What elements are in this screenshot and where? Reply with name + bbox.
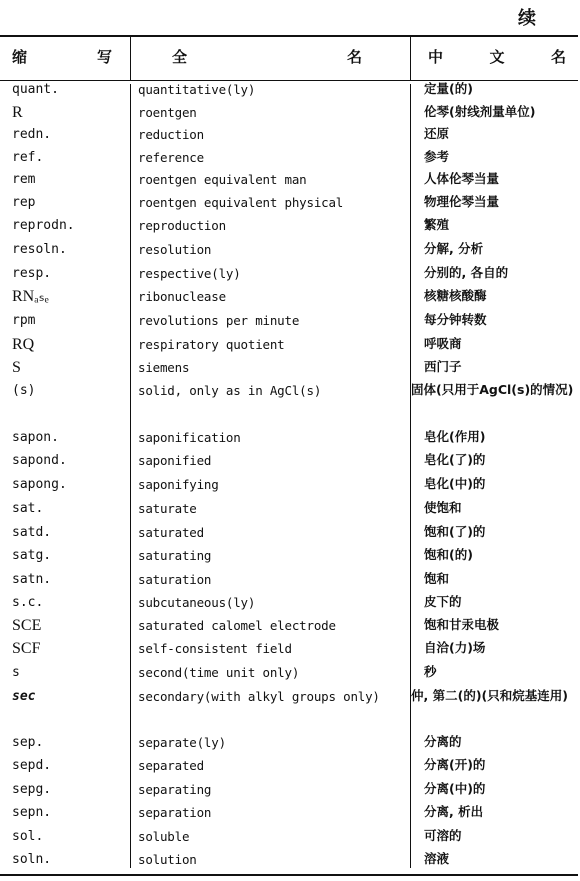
abbreviation-cell: sep. xyxy=(12,735,44,750)
chinese-name-cell: 溶液 xyxy=(424,851,450,866)
header-divider-2 xyxy=(410,35,411,80)
abbreviation-cell: RNₐₛₑ xyxy=(12,288,49,305)
full-name-cell: revolutions per minute xyxy=(138,313,300,328)
full-name-cell: self-consistent field xyxy=(138,641,292,656)
table-row xyxy=(0,356,580,379)
chinese-name-cell: 饱和(了)的 xyxy=(424,524,486,539)
abbreviation-cell: resoln. xyxy=(12,242,67,257)
chinese-name-cell: 还原 xyxy=(424,126,450,141)
table-row xyxy=(0,521,580,544)
header-cn-char-1: 中 xyxy=(428,48,444,66)
abbreviation-cell: satn. xyxy=(12,572,52,587)
abbreviation-cell: s xyxy=(12,665,20,680)
abbreviation-cell: rep xyxy=(12,195,36,210)
table-row xyxy=(0,848,580,871)
full-name-cell: soluble xyxy=(138,829,190,844)
chinese-name-cell: 分解, 分析 xyxy=(424,241,484,256)
full-name-cell: saturate xyxy=(138,501,197,516)
full-name-cell: reproduction xyxy=(138,218,226,233)
table-row xyxy=(0,568,580,591)
chinese-name-cell: 参考 xyxy=(424,149,450,164)
abbreviation-cell: s.c. xyxy=(12,595,44,610)
abbreviation-cell: satd. xyxy=(12,525,52,540)
full-name-cell: quantitative(ly) xyxy=(138,82,256,97)
full-name-cell: respiratory quotient xyxy=(138,337,285,352)
chinese-name-cell: 西门子 xyxy=(424,359,462,374)
table-row xyxy=(0,191,580,214)
full-name-cell: subcutaneous(ly) xyxy=(138,595,256,610)
full-name-cell: saponifying xyxy=(138,477,219,492)
table-row xyxy=(0,426,580,449)
abbreviation-cell: rem xyxy=(12,172,36,187)
table-row xyxy=(0,637,580,660)
chinese-name-cell: 分别的, 各自的 xyxy=(424,265,509,280)
abbreviation-cell: sapond. xyxy=(12,453,67,468)
chinese-name-cell: 皂化(中)的 xyxy=(424,476,486,491)
table-row xyxy=(0,285,580,308)
full-name-cell: solution xyxy=(138,852,197,867)
chinese-name-cell: 秒 xyxy=(424,664,437,679)
full-name-cell: separating xyxy=(138,782,212,797)
full-name-cell: saturated calomel electrode xyxy=(138,618,336,633)
chinese-name-cell: 人体伦琴当量 xyxy=(424,171,500,186)
header-cn-char-2: 文 xyxy=(489,48,505,66)
table-row xyxy=(0,731,580,754)
header-divider-1 xyxy=(130,35,131,80)
full-name-cell: second(time unit only) xyxy=(138,665,300,680)
chinese-name-cell: 呼吸商 xyxy=(424,336,462,351)
abbreviation-cell: rpm xyxy=(12,313,36,328)
table-row xyxy=(0,214,580,237)
abbreviation-cell: satg. xyxy=(12,548,52,563)
abbreviation-cell: S xyxy=(12,359,21,376)
abbreviation-cell: (s) xyxy=(12,383,36,398)
table-row xyxy=(0,262,580,285)
table-row xyxy=(0,754,580,777)
full-name-cell: roentgen xyxy=(138,105,197,120)
table-row xyxy=(0,825,580,848)
table-row xyxy=(0,168,580,191)
abbreviation-cell: sepg. xyxy=(12,782,52,797)
chinese-name-cell: 物理伦琴当量 xyxy=(424,194,500,209)
full-name-cell: roentgen equivalent man xyxy=(138,172,307,187)
abbreviation-cell: sec xyxy=(12,689,36,704)
header-full-name xyxy=(172,46,362,67)
header-full-char-2: 名 xyxy=(346,48,362,66)
table-row xyxy=(0,123,580,146)
chinese-name-cell: 分离, 析出 xyxy=(424,804,484,819)
full-name-cell: saponification xyxy=(138,430,241,445)
full-name-cell: reduction xyxy=(138,127,204,142)
chinese-name-cell: 饱和 xyxy=(424,571,450,586)
table-row xyxy=(0,101,580,124)
full-name-cell: ribonuclease xyxy=(138,289,226,304)
chinese-name-cell: 皮下的 xyxy=(424,594,462,609)
abbreviation-cell: R xyxy=(12,104,23,121)
chinese-name-cell: 仲, 第二(的)(只和烷基连用) xyxy=(411,688,568,703)
abbreviation-cell: redn. xyxy=(12,127,52,142)
continued-label: 续 xyxy=(518,8,536,29)
table-row xyxy=(0,544,580,567)
chinese-name-cell: 核糖核酸酶 xyxy=(424,288,487,303)
chinese-name-cell: 分离的 xyxy=(424,734,462,749)
table-top-rule xyxy=(0,35,578,37)
abbreviation-cell: sapon. xyxy=(12,430,59,445)
full-name-cell: saturating xyxy=(138,548,212,563)
abbreviation-cell: sepd. xyxy=(12,758,52,773)
chinese-name-cell: 自洽(力)场 xyxy=(424,640,486,655)
abbreviation-cell: SCE xyxy=(12,617,42,634)
chinese-name-cell: 繁殖 xyxy=(424,217,450,232)
header-full-char-1: 全 xyxy=(172,48,188,66)
full-name-cell: secondary(with alkyl groups only) xyxy=(138,689,380,704)
abbreviation-cell: sepn. xyxy=(12,805,52,820)
full-name-cell: siemens xyxy=(138,360,190,375)
chinese-name-cell: 分离(开)的 xyxy=(424,757,486,772)
abbreviation-cell: resp. xyxy=(12,266,52,281)
table-row xyxy=(0,379,580,402)
chinese-name-cell: 分离(中)的 xyxy=(424,781,486,796)
full-name-cell: saponified xyxy=(138,453,212,468)
chinese-name-cell: 固体(只用于AgCl(s)的情况) xyxy=(411,382,574,397)
abbreviation-cell: sapong. xyxy=(12,477,67,492)
abbreviation-cell: quant. xyxy=(12,82,59,97)
header-abbr-char-2: 写 xyxy=(96,48,112,66)
abbreviation-cell: SCF xyxy=(12,640,41,657)
chinese-name-cell: 使饱和 xyxy=(424,500,462,515)
full-name-cell: saturation xyxy=(138,572,212,587)
chinese-name-cell: 皂化(了)的 xyxy=(424,452,486,467)
table-row xyxy=(0,309,580,332)
table-row xyxy=(0,661,580,684)
table-row xyxy=(0,146,580,169)
chinese-name-cell: 皂化(作用) xyxy=(424,429,486,444)
full-name-cell: separate(ly) xyxy=(138,735,226,750)
header-cn-char-3: 名 xyxy=(550,48,566,66)
full-name-cell: respective(ly) xyxy=(138,266,241,281)
header-abbreviation xyxy=(12,46,112,67)
full-name-cell: roentgen equivalent physical xyxy=(138,195,344,210)
full-name-cell: separation xyxy=(138,805,212,820)
table-row xyxy=(0,591,580,614)
full-name-cell: saturated xyxy=(138,525,204,540)
abbreviation-cell: sat. xyxy=(12,501,44,516)
chinese-name-cell: 伦琴(射线剂量单位) xyxy=(424,104,536,119)
table-row xyxy=(0,614,580,637)
table-row xyxy=(0,473,580,496)
table-row xyxy=(0,778,580,801)
table-row xyxy=(0,333,580,356)
full-name-cell: reference xyxy=(138,150,204,165)
abbreviation-cell: reprodn. xyxy=(12,218,75,233)
full-name-cell: resolution xyxy=(138,242,212,257)
table-row xyxy=(0,238,580,261)
abbreviation-cell: soln. xyxy=(12,852,52,867)
chinese-name-cell: 可溶的 xyxy=(424,828,462,843)
abbreviation-cell: ref. xyxy=(12,150,44,165)
table-row xyxy=(0,801,580,824)
abbreviation-cell: RQ xyxy=(12,336,35,353)
chinese-name-cell: 定量(的) xyxy=(424,81,473,96)
chinese-name-cell: 每分钟转数 xyxy=(424,312,487,327)
table-row xyxy=(0,685,580,708)
chinese-name-cell: 饱和甘汞电极 xyxy=(424,617,500,632)
full-name-cell: separated xyxy=(138,758,204,773)
header-chinese-name xyxy=(428,46,566,67)
header-abbr-char-1: 缩 xyxy=(12,48,28,66)
full-name-cell: solid, only as in AgCl(s) xyxy=(138,383,322,398)
table-row xyxy=(0,449,580,472)
table-row xyxy=(0,497,580,520)
abbreviation-cell: sol. xyxy=(12,829,44,844)
chinese-name-cell: 饱和(的) xyxy=(424,547,473,562)
table-bottom-rule xyxy=(0,874,578,876)
table-row xyxy=(0,78,580,101)
